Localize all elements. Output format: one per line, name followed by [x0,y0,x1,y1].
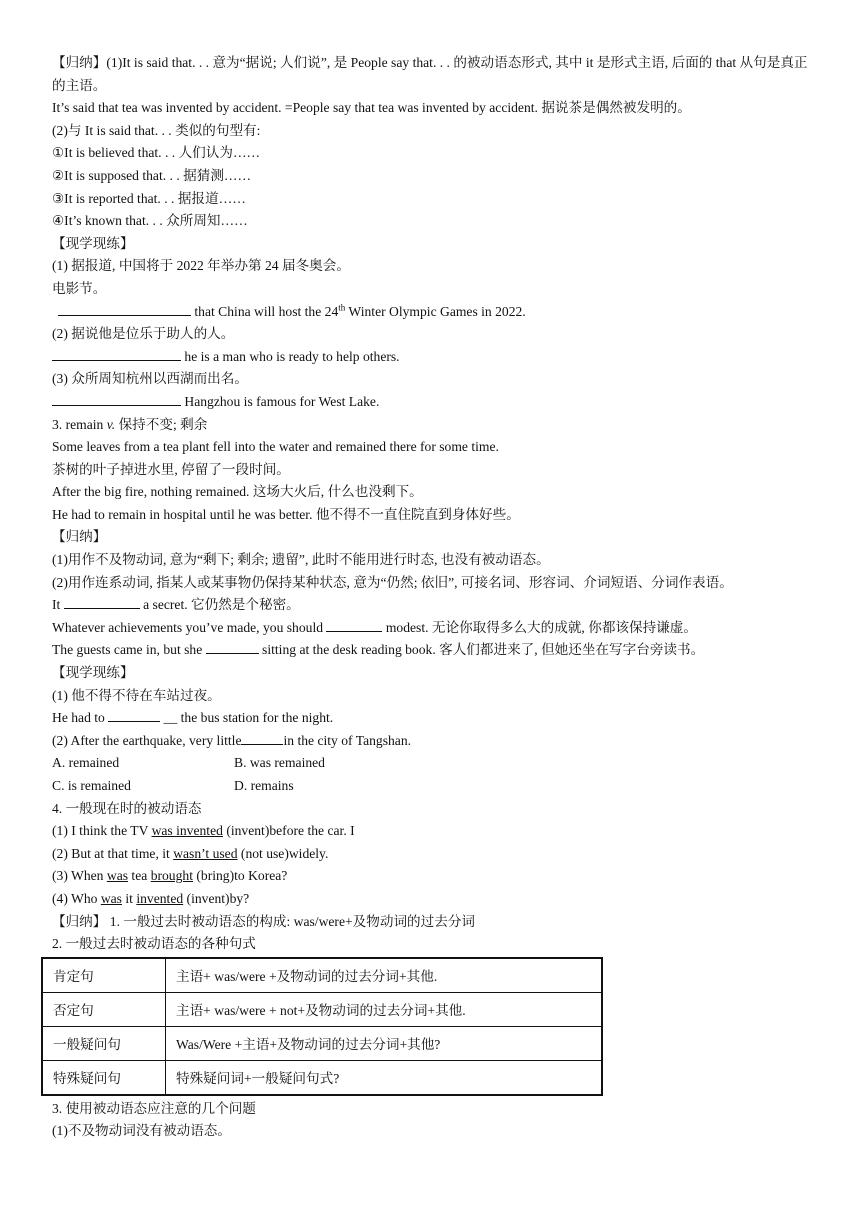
remain-title: 3. remain v. 保持不变; 剩余 [52,416,208,432]
question-1-english: that China will host the 24th Winter Olympic Games in 2022. [52,301,808,324]
pattern-believed: ①It is believed that. . . 人们认为…… [52,145,261,161]
answer-blank[interactable] [326,617,382,632]
passive-forms-title: 2. 一般过去时被动语态的各种句式 [52,936,256,952]
remain-summary-1: (1)用作不及物动词, 意为“剩下; 剩余; 遗留”, 此时不能用进行时态, 也没有被动语态。 [52,552,550,568]
option-b[interactable]: B. was remained [234,755,325,771]
remain-summary-heading: 【归纳】 [52,529,107,545]
question-1-chinese: (1) 据报道, 中国将于 2022 年举办第 24 届冬奥会。 [52,258,350,274]
sentence-form-cell: Was/Were +主语+及物动词的过去分词+其他? [166,1026,603,1060]
sentence-type-cell: 一般疑问句 [42,1026,166,1060]
option-c[interactable]: C. is remained [52,778,131,793]
pattern-supposed: ②It is supposed that. . . 据猜测…… [52,167,252,183]
pattern-reported: ③It is reported that. . . 据报道…… [52,190,246,206]
remain-fill-1: It a secret. 它仍然是个秘密。 [52,594,808,617]
passive-sentence-4: (4) Who was it invented (invent)by? [52,890,250,906]
answer-blank[interactable] [58,301,191,316]
table-row [42,1060,602,1095]
table-row [42,958,602,993]
answer-blank[interactable] [206,639,259,654]
example-tea-invented: It’s said that tea was invented by accident. =People say that tea was invented by accident. 据说茶是偶然被发明的。 [52,100,691,116]
remain-fill-3: The guests came in, but she sitting at the desk reading book. 客人们都进来了, 但她还坐在写字台旁读书。 [52,639,808,662]
option-a[interactable]: A. remained [52,755,120,771]
notes-title: 3. 使用被动语态应注意的几个问题 [52,1100,256,1116]
passive-forms-table [41,957,603,1096]
remain-practice-1-en: He had to __ the bus station for the night. [52,707,808,730]
similar-patterns-heading: (2)与 It is said that. . . 类似的句型有: [52,122,261,138]
remain-example-3: He had to remain in hospital until he was better. 他不得不一直住院直到身体好些。 [52,506,520,522]
pattern-known: ④It’s known that. . . 众所周知…… [52,213,248,229]
remain-practice-heading: 【现学现练】 [52,665,134,681]
note-1: (1)不及物动词没有被动语态。 [52,1123,231,1139]
option-d[interactable]: D. remains [234,778,294,793]
sentence-type-cell: 否定句 [42,992,166,1026]
table-row [42,1026,602,1060]
remain-example-1-en: Some leaves from a tea plant fell into the water and remained there for some time. [52,439,499,455]
answer-blank[interactable] [52,346,181,361]
question-3-english: Hangzhou is famous for West Lake. [52,391,808,414]
practice-heading: 【现学现练】 [52,235,134,251]
question-3-chinese: (3) 众所周知杭州以西湖而出名。 [52,371,248,387]
summary-it-is-said: 【归纳】(1)It is said that. . . 意为“据说; 人们说”, 是 People say that. . . 的被动语态形式, 其中 it 是形式主语, 后面的 that 从句是真正的主语。 [52,55,808,93]
choice-row-1 [52,752,808,775]
question-2-chinese: (2) 据说他是位乐于助人的人。 [52,326,235,342]
sentence-type-cell: 特殊疑问句 [42,1060,166,1095]
passive-sentence-2: (2) But at that time, it wasn’t used (not use)widely. [52,845,329,861]
sentence-type-cell: 肯定句 [42,958,166,993]
remain-fill-2: Whatever achievements you’ve made, you should modest. 无论你取得多么大的成就, 你都该保持谦虚。 [52,617,808,640]
answer-blank[interactable] [108,707,160,722]
remain-practice-2: (2) After the earthquake, very little in the city of Tangshan. [52,730,808,753]
sentence-form-cell: 特殊疑问词+一般疑问句式? [166,1060,603,1095]
answer-blank[interactable] [241,730,283,745]
question-1-extra: 电影节。 [52,280,107,296]
passive-sentence-1: (1) I think the TV was invented (invent)before the car. I [52,823,355,839]
sentence-form-cell: 主语+ was/were + not+及物动词的过去分词+其他. [166,992,603,1026]
table-row [42,992,602,1026]
passive-sentence-3: (3) When was tea brought (bring)to Korea? [52,868,288,884]
choice-row-2 [52,775,808,798]
sentence-form-cell: 主语+ was/were +及物动词的过去分词+其他. [166,958,603,993]
remain-example-2: After the big fire, nothing remained. 这场大火后, 什么也没剩下。 [52,484,423,500]
question-2-english: he is a man who is ready to help others. [52,346,808,369]
remain-example-1-cn: 茶树的叶子掉进水里, 停留了一段时间。 [52,461,290,477]
answer-blank[interactable] [52,391,181,406]
remain-practice-1-cn: (1) 他不得不待在车站过夜。 [52,687,221,703]
worksheet-page [52,52,808,1143]
remain-summary-2: (2)用作连系动词, 指某人或某事物仍保持某种状态, 意为“仍然; 依旧”, 可接名词、形容词、介词短语、分词作表语。 [52,574,733,590]
passive-summary: 【归纳】 1. 一般过去时被动语态的构成: was/were+及物动词的过去分词 [52,913,476,929]
passive-title: 4. 一般现在时的被动语态 [52,800,202,816]
answer-blank[interactable] [64,594,140,609]
